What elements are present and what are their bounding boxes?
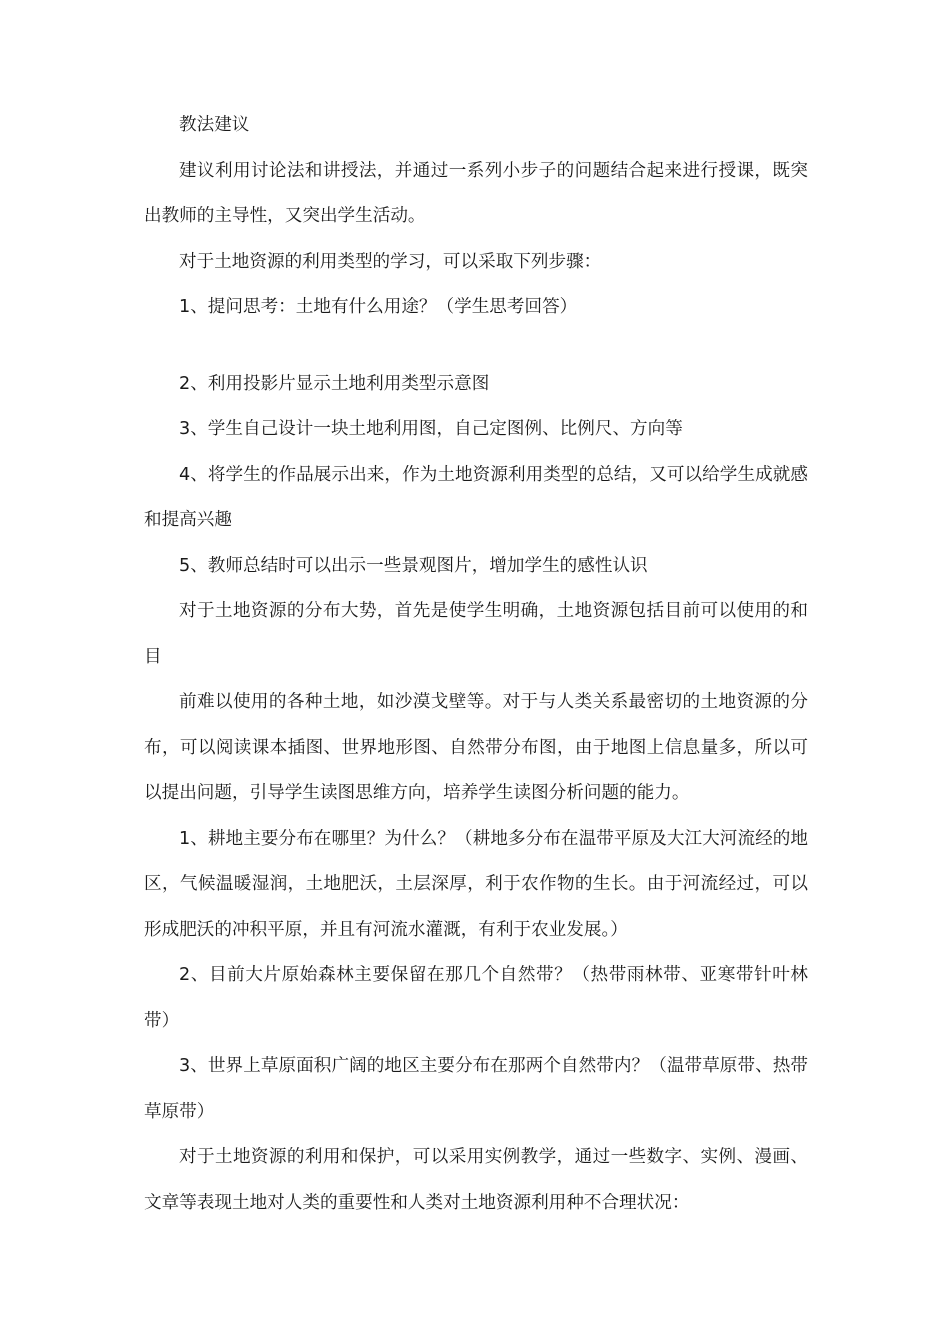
paragraph-protection: 对于土地资源的利用和保护，可以采用实例教学，通过一些数字、实例、漫画、文章等表现土地对人类的重要性和人类对土地资源利用种不合理状况： (144, 1147, 808, 1213)
step-1: 1、提问思考：土地有什么用途？（学生思考回答） (179, 297, 578, 317)
step-5: 5、教师总结时可以出示一些景观图片，增加学生的感性认识 (179, 555, 648, 576)
paragraph-distribution-intro: 对于土地资源的分布大势，首先是使学生明确，土地资源包括目前可以使用的和目 (144, 601, 808, 667)
document-body (144, 103, 808, 1226)
question-1: 1、耕地主要分布在哪里？为什么？（耕地多分布在温带平原及大江大河流经的地区，气候温暖湿润，土地肥沃，土层深厚，利于农作物的生长。由于河流经过，可以形成肥沃的冲积平原，并且有河流水灌溉，有利于农业发展。） (144, 828, 808, 940)
paragraph-teaching-suggestion: 建议利用讨论法和讲授法，并通过一系列小步子的问题结合起来进行授课，既突出教师的主导性，又突出学生活动。 (144, 160, 808, 226)
section-heading: 教法建议 (179, 115, 250, 135)
question-3: 3、世界上草原面积广阔的地区主要分布在那两个自然带内？（温带草原带、热带草原带） (144, 1056, 808, 1122)
paragraph-distribution-detail: 前难以使用的各种土地，如沙漠戈壁等。对于与人类关系最密切的土地资源的分布，可以阅读课本插图、世界地形图、自然带分布图，由于地图上信息量多，所以可以提出问题，引导学生读图思维方向，培养学生读图分析问题的能力。 (144, 692, 808, 803)
paragraph-land-use-intro: 对于土地资源的利用类型的学习，可以采取下列步骤： (179, 251, 602, 272)
question-2: 2、目前大片原始森林主要保留在那几个自然带？（热带雨林带、亚寒带针叶林带） (144, 965, 808, 1031)
blank-line (144, 331, 808, 362)
step-3: 3、学生自己设计一块土地利用图，自己定图例、比例尺、方向等 (179, 419, 683, 439)
step-4: 4、将学生的作品展示出来，作为土地资源利用类型的总结，又可以给学生成就感和提高兴趣 (144, 464, 808, 530)
step-2: 2、利用投影片显示土地利用类型示意图 (179, 373, 490, 394)
